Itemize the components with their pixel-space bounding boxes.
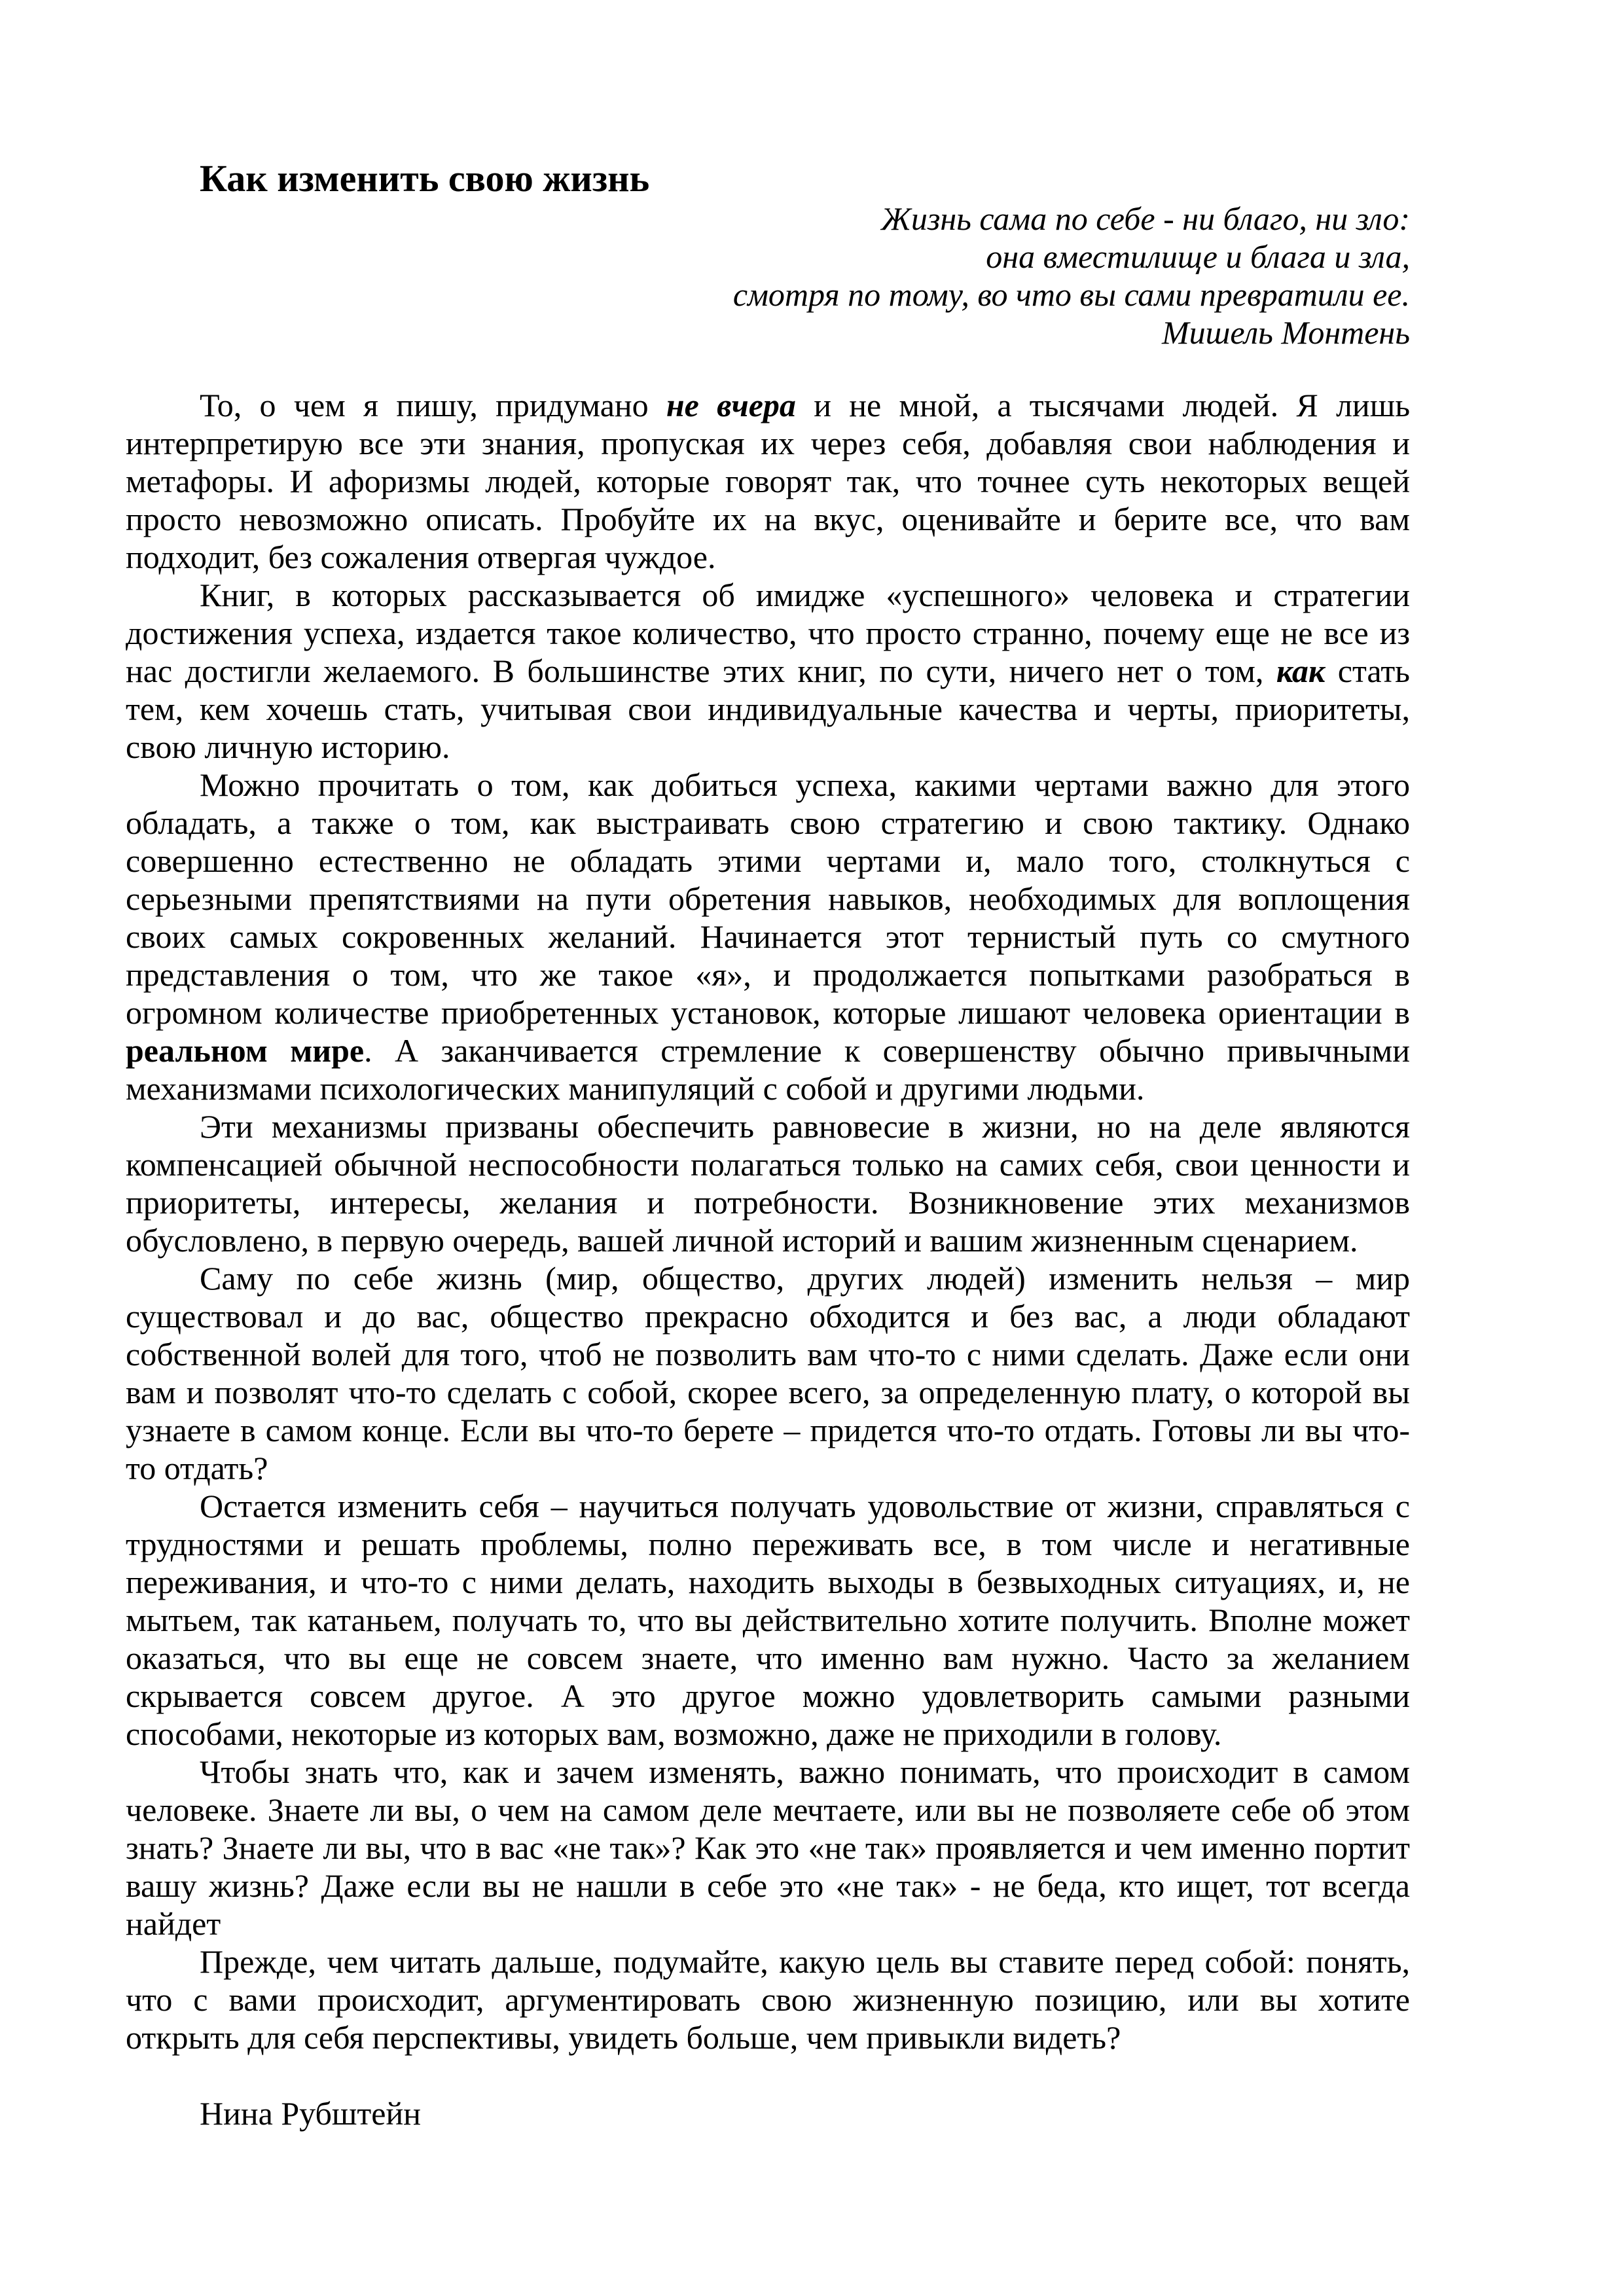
epigraph xyxy=(126,200,1410,351)
paragraph-3 xyxy=(126,766,1410,1107)
paragraph-line: Эти механизмы призваны обеспечить равновесие в жизни, но на деле являются xyxy=(200,1108,1410,1145)
text-run: стать xyxy=(1325,653,1410,689)
emphasis-text: как xyxy=(1276,653,1326,689)
paragraph-6 xyxy=(126,1487,1410,1753)
paragraph-line: механизмами психологических манипуляций с собой и другими людьми. xyxy=(126,1070,1145,1107)
paragraph-line: обусловлено, в первую очередь, вашей личной историй и вашим жизненным сценарием. xyxy=(126,1222,1358,1259)
paragraph-line: открыть для себя перспективы, увидеть больше, чем привыкли видеть? xyxy=(126,2019,1121,2056)
paragraph-line: серьезными препятствиями на пути обретения навыков, необходимых для воплощения xyxy=(126,880,1410,917)
paragraph-line: собственной волей для того, чтоб не позволить вам что-то с ними сделать. Даже если они xyxy=(126,1336,1410,1372)
document-title: Как изменить свою жизнь xyxy=(200,157,650,200)
paragraph-line: обладать, а также о том, как выстраивать свою стратегию и свою тактику. Однако xyxy=(126,804,1410,841)
paragraph-line: существовал и до вас, общество прекрасно обходится и без вас, а люди обладают xyxy=(126,1298,1410,1335)
paragraph-line: тем, кем хочешь стать, учитывая свои индивидуальные качества и черты, приоритеты, xyxy=(126,691,1410,727)
paragraph-line: своих самых сокровенных желаний. Начинается этот тернистый путь со смутного xyxy=(126,918,1410,955)
paragraph-line: оказаться, что вы еще не совсем знаете, что именно вам нужно. Часто за желанием xyxy=(126,1640,1410,1676)
paragraph-line: переживания, и что-то с ними делать, находить выходы в безвыходных ситуациях, и, не xyxy=(126,1564,1410,1600)
bold-text: реальном мире xyxy=(126,1032,365,1069)
paragraph-line: мытьем, так катаньем, получать то, что вы действительно хотите получить. Вполне может xyxy=(126,1602,1410,1638)
epigraph-line: смотря по тому, во что вы сами превратили ее. xyxy=(732,276,1410,313)
paragraph-line: человеке. Знаете ли вы, о чем на самом деле мечтаете, или вы не позволяете себе об этом xyxy=(126,1791,1410,1828)
paragraph-line: приоритеты, интересы, желания и потребности. Возникновение этих механизмов xyxy=(126,1184,1410,1221)
paragraph-line: Чтобы знать что, как и зачем изменять, важно понимать, что происходит в самом xyxy=(200,1753,1410,1790)
author-signature: Нина Рубштейн xyxy=(200,2095,421,2132)
paragraph-line: достижения успеха, издается такое количество, что просто странно, почему еще не все из xyxy=(126,615,1410,651)
paragraph-4 xyxy=(126,1107,1410,1259)
paragraph-line: узнаете в самом конце. Если вы что-то берете – придется что-то отдать. Готовы ли вы что- xyxy=(126,1412,1410,1448)
document-body xyxy=(126,386,1410,2132)
paragraph-8 xyxy=(126,1943,1410,2056)
paragraph-line: огромном количестве приобретенных установок, которые лишают человека ориентации в xyxy=(126,994,1410,1031)
paragraph-line: знать? Знаете ли вы, что в вас «не так»? Как это «не так» проявляется и чем именно портит xyxy=(126,1829,1410,1866)
paragraph-line: Остается изменить себя – научиться получать удовольствие от жизни, справляться с xyxy=(200,1488,1410,1524)
paragraph-line: свою личную историю. xyxy=(126,728,450,765)
paragraph-line: компенсацией обычной неспособности полагаться только на самих себя, свои ценности и xyxy=(126,1146,1410,1183)
paragraph-5 xyxy=(126,1259,1410,1487)
paragraph-line: Прежде, чем читать дальше, подумайте, какую цель вы ставите перед собой: понять, xyxy=(200,1943,1410,1980)
paragraph-line: Книг, в которых рассказывается об имидже «успешного» человека и стратегии xyxy=(200,577,1410,613)
paragraph-line: подходит, без сожаления отвергая чуждое. xyxy=(126,539,716,575)
paragraph-line: совершенно естественно не обладать этими чертами и, мало того, столкнуться с xyxy=(126,842,1410,879)
paragraph-line: вам и позволят что-то сделать с собой, скорее всего, за определенную плату, о которой вы xyxy=(126,1374,1410,1410)
paragraph-line: метафоры. И афоризмы людей, которые говорят так, что точнее суть некоторых вещей xyxy=(126,463,1410,499)
paragraph-1 xyxy=(126,386,1410,576)
paragraph-line xyxy=(126,1031,1410,1069)
paragraph-7 xyxy=(126,1753,1410,1943)
paragraph-line xyxy=(126,652,1410,690)
paragraph-line: способами, некоторые из которых вам, возможно, даже не приходили в голову. xyxy=(126,1715,1222,1752)
paragraph-line: Можно прочитать о том, как добиться успеха, какими чертами важно для этого xyxy=(200,766,1410,803)
paragraph-line: что с вами происходит, аргументировать свою жизненную позицию, или вы хотите xyxy=(126,1981,1410,2018)
paragraph-line: просто невозможно описать. Пробуйте их на вкус, оценивайте и берите все, что вам xyxy=(126,501,1410,537)
paragraph-line: трудностями и решать проблемы, полно переживать все, в том числе и негативные xyxy=(126,1526,1410,1562)
paragraph-line: интерпретирую все эти знания, пропуская их через себя, добавляя свои наблюдения и xyxy=(126,425,1410,461)
paragraph-2 xyxy=(126,576,1410,766)
emphasis-text: не вчера xyxy=(666,387,796,423)
paragraph-line: вашу жизнь? Даже если вы не нашли в себе это «не так» - не беда, кто ищет, тот всегда xyxy=(126,1867,1410,1904)
epigraph-line: Жизнь сама по себе - ни благо, ни зло: xyxy=(881,200,1410,237)
paragraph-line xyxy=(126,386,1410,424)
text-run: . А заканчивается стремление к совершенству обычно привычными xyxy=(364,1032,1411,1069)
paragraph-line: то отдать? xyxy=(126,1450,268,1486)
text-run: и не мной, а тысячами людей. Я лишь xyxy=(795,387,1410,423)
paragraph-line: Саму по себе жизнь (мир, общество, других людей) изменить нельзя – мир xyxy=(200,1260,1410,1297)
paragraph-line: найдет xyxy=(126,1905,221,1942)
epigraph-line: она вместилище и блага и зла, xyxy=(986,238,1410,275)
paragraph-line: представления о том, что же такое «я», и продолжается попытками разобраться в xyxy=(126,956,1410,993)
text-run: То, о чем я пишу, придумано xyxy=(200,387,666,423)
paragraph-line: скрывается совсем другое. А это другое можно удовлетворить самыми разными xyxy=(126,1677,1410,1714)
epigraph-author: Мишель Монтень xyxy=(1161,314,1410,351)
text-run: нас достигли желаемого. В большинстве этих книг, по сути, ничего нет о том, xyxy=(126,653,1276,689)
